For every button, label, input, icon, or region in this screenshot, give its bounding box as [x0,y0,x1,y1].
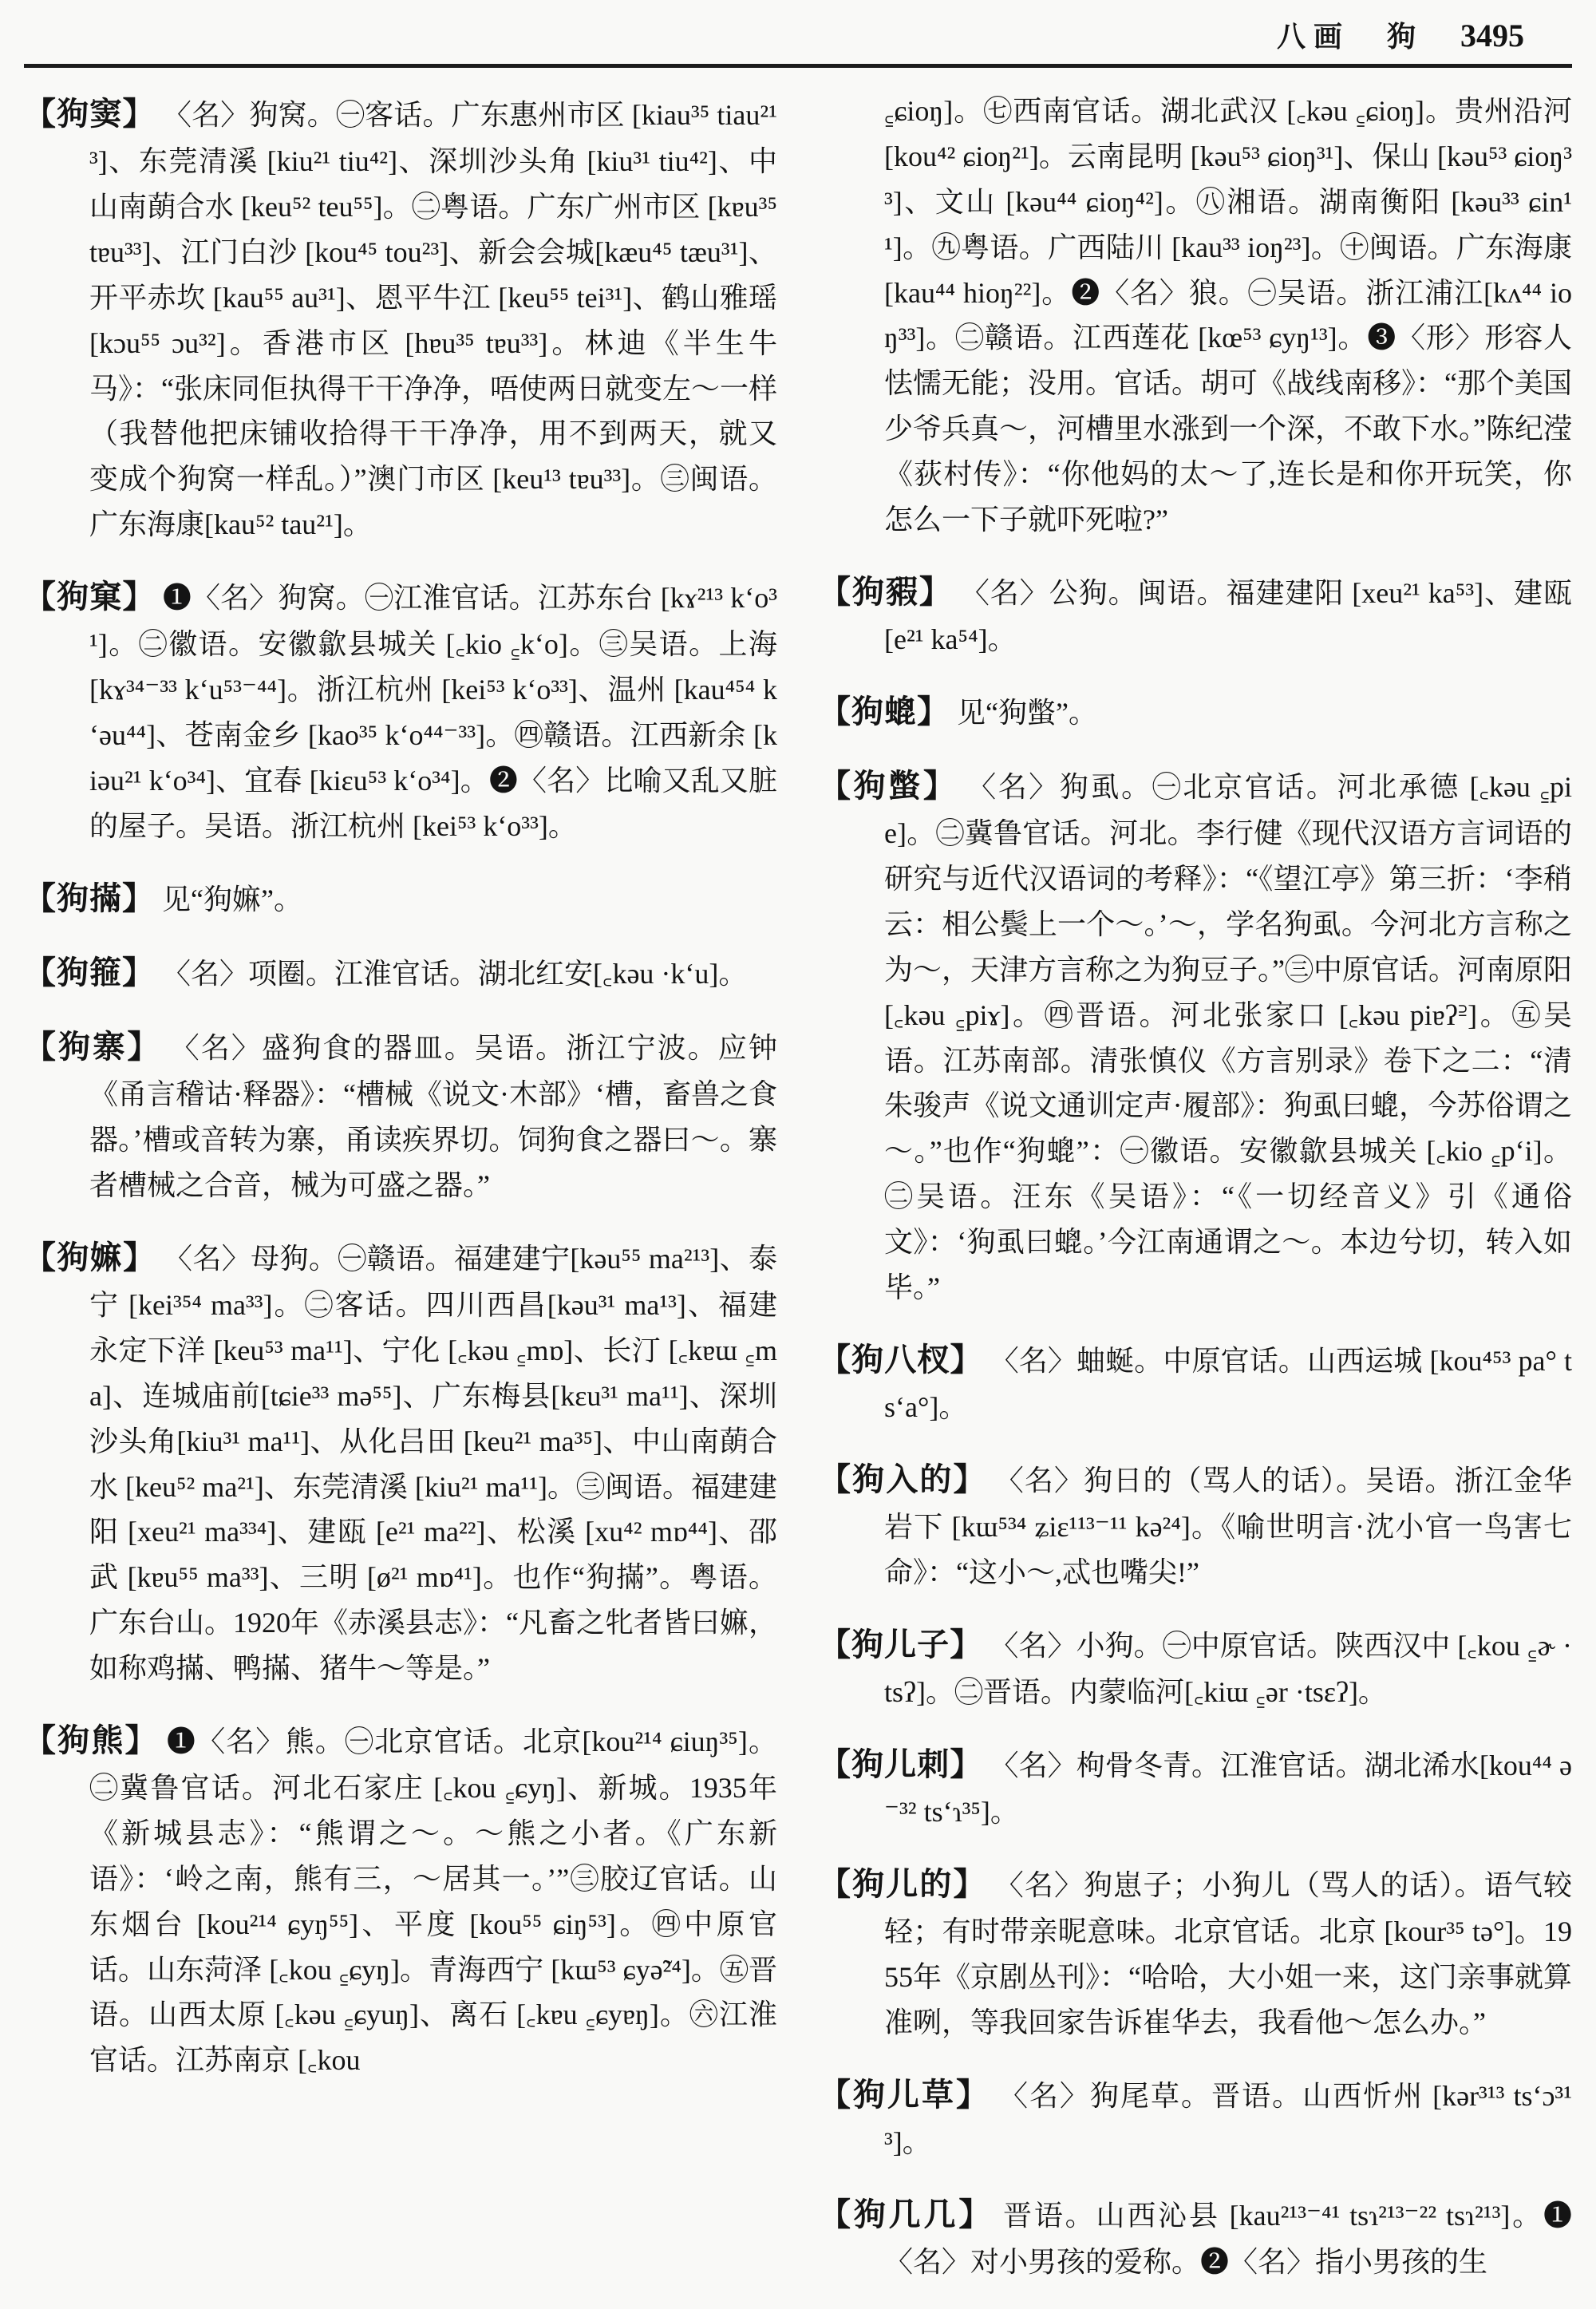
right-column [819,89,1572,2309]
entry-headword: 【狗熊】 [24,1722,159,1758]
section-label: 八画 [1276,21,1350,53]
entry-body: 见“狗嫲”。 [155,883,302,915]
dictionary-entry [819,1859,1572,2046]
dictionary-entry [819,1739,1572,1835]
entry-body: 〈名〉项圈。江淮官话。湖北红安[꜀kəu ·kʻu]。 [155,957,748,990]
section-character: 狗 [1386,21,1424,53]
entry-headword: 【狗八杈】 [819,1341,983,1378]
entry-body: 〈名〉盛狗食的器皿。吴语。浙江宁波。应钟《甬言稽诂·释器》：“槽械《说文·木部》‘槽，畜兽之食器。’槽或音转为寨，甬读疾界切。饲狗食之器曰～。寨者槽械之合音，械为可盛之器。” [89,1032,777,1201]
entry-headword: 【狗窠】 [24,579,156,615]
entry-headword: 【狗寨】 [24,1029,162,1065]
dictionary-entry [819,1334,1572,1430]
entry-headword: 【狗儿草】 [819,2076,991,2113]
dictionary-entry [819,2070,1572,2165]
dictionary-entry [24,1232,777,1691]
dictionary-entry [819,89,1572,543]
two-column-body [24,89,1572,2309]
entry-body: ❶〈名〉熊。㊀北京官话。北京[kou²¹⁴ ɕiuŋ³⁵]。㊁冀鲁官话。河北石家庄 [꜀kou ꜁ɕyŋ]、新城。1935年《新城县志》：“熊谓之～。～熊之小者。《广东新语》：‘岭之南，熊有三，～居其一。’”㊂胶辽官话。山东烟台 [kou²¹⁴ ɕyŋ⁵⁵]、平度 [kou⁵⁵ ɕiŋ⁵³]。㊃中原官话。山东菏泽 [꜀kou ꜁ɕyŋ]。青海西宁 [kɯ⁵³ ɕyə̃²⁴]。㊄晋语。山西太原 [꜀kəu ꜁ɕyuŋ]、离石 [꜀kɐu ꜁ɕyɐŋ]。㊅江淮官话。江苏南京 [꜀kou [89,1725,777,2077]
header-divider-rule [24,64,1572,68]
entry-headword: 【狗窦】 [24,96,156,132]
entry-body: ❶〈名〉狗窝。㊀江淮官话。江苏东台 [kɤ²¹³ kʻo³¹]。㊁徽语。安徽歙县城关 [꜀kio ꜁kʻo]。㊂吴语。上海 [kɤ³⁴⁻³³ kʻu⁵³⁻⁴⁴]。浙江杭州 [kei⁵³ kʻo³³]、温州 [kau⁴⁵⁴ kʻəu⁴⁴]、苍南金乡 [kao³⁵ kʻo⁴⁴⁻³³]。㊃赣语。江西新余 [kiəu²¹ kʻo³⁴]、宜春 [kiɛu⁵³ kʻo³⁴]。❷〈名〉比喻又乱又脏的屋子。吴语。浙江杭州 [kei⁵³ kʻo³³]。 [89,582,777,842]
running-head [24,14,1572,59]
entry-headword: 【狗㨺】 [24,880,155,916]
dictionary-entry [819,761,1572,1311]
entry-body: 晋语。山西沁县 [kau²¹³⁻⁴¹ tsɿ²¹³⁻²² tsɿ²¹³]。❶〈名〉对小男孩的爱称。❷〈名〉指小男孩的生 [884,2199,1573,2278]
page-number: 3495 [1460,18,1524,53]
entry-body: 见“狗蟞”。 [950,696,1097,729]
entry-body: 〈名〉狗尾草。晋语。山西忻州 [kər³¹³ tsʻɔ³¹³]。 [884,2079,1573,2158]
entry-body: ꜁ɕioŋ]。㊆西南官话。湖北武汉 [꜀kəu ꜁ɕioŋ]。贵州沿河 [kou⁴² ɕioŋ²¹]。云南昆明 [kəu⁵³ ɕioŋ³¹]、保山 [kəu⁵³ ɕioŋ³³]、文山 [kəu⁴⁴ ɕioŋ⁴²]。㊇湘语。湖南衡阳 [kəu³³ ɕin¹¹]。㊈粤语。广西陆川 [kau³³ ioŋ²³]。㊉闽语。广东海康 [kau⁴⁴ hioŋ²²]。❷〈名〉狼。㊀吴语。浙江浦江[kʌ⁴⁴ ioŋ³³]。㊁赣语。江西莲花 [kœ⁵³ ɕyŋ¹³]。❸〈形〉形容人怯懦无能；没用。官话。胡可《战线南移》：“那个美国少爷兵真～，河槽里水涨到一个深，不敢下水。”陈纪滢《荻村传》：“你他妈的太～了,连长是和你开玩笑，你怎么一下子就吓死啦?” [884,95,1572,536]
entry-headword: 【狗几几】 [819,2196,994,2232]
entry-headword: 【狗豭】 [819,573,953,610]
entry-headword: 【狗箍】 [24,954,155,990]
dictionary-entry [24,571,777,849]
entry-body: 〈名〉狗日的（骂人的话）。吴语。浙江金华岩下 [kɯ⁵³⁴ ʑiɛ¹¹³⁻¹¹ kə²⁴]。《喻世明言·沈小官一鸟害七命》：“这小～,忒也嘴尖!” [884,1464,1572,1588]
dictionary-entry [24,873,777,923]
entry-headword: 【狗嫲】 [24,1239,156,1275]
dictionary-entry [24,1022,777,1208]
entry-body: 〈名〉狗窝。㊀客话。广东惠州市区 [kiau³⁵ tiau²¹³]、东莞清溪 [kiu²¹ tiu⁴²]、深圳沙头角 [kiu³¹ tiu⁴²]、中山南蓢合水 [keu⁵² teu⁵⁵]。㊁粤语。广东广州市区 [kɐu³⁵ tɐu³³]、江门白沙 [kou⁴⁵ tou²³]、新会会城[kæu⁴⁵ tæu³¹]、开平赤坎 [kau⁵⁵ au³¹]、恩平牛江 [keu⁵⁵ tei³¹]、鹤山雅瑶 [kɔu⁵⁵ ɔu³²]。香港市区 [hɐu³⁵ tɐu³³]。林迪《半生牛马》：“张床同佢执得干干净净，唔使两日就变左～一样（我替他把床铺收拾得干干净净，用不到两天，就又变成个狗窝一样乱。）”澳门市区 [keu¹³ tɐu³³]。㊂闽语。广东海康[kau⁵² tau²¹]。 [89,99,777,541]
entry-body: 〈名〉公狗。闽语。福建建阳 [xeu²¹ ka⁵³]、建瓯 [e²¹ ka⁵⁴]。 [884,576,1573,655]
entry-headword: 【狗儿刺】 [819,1746,983,1782]
entry-body: 〈名〉小狗。㊀中原官话。陕西汉中 [꜀kou ꜁ɚ ·tsʔ]。㊁晋语。内蒙临河[꜀kiɯ ꜁ər ·tsɛʔ]。 [884,1629,1572,1708]
dictionary-entry [819,686,1572,737]
left-column [24,89,777,2309]
dictionary-entry [819,1454,1572,1595]
entry-headword: 【狗儿的】 [819,1865,987,1902]
entry-body: 〈名〉母狗。㊀赣语。福建建宁[kəu⁵⁵ ma²¹³]、泰宁 [kei³⁵⁴ ma³³]。㊁客话。四川西昌[kəu³¹ ma¹³]、福建永定下洋 [keu⁵³ ma¹¹]、宁化 [꜀kəu ꜁mɒ]、长汀 [꜀kɐɯ ꜁ma]、连城庙前[tɕie³³ mə⁵⁵]、广东梅县[kɛu³¹ ma¹¹]、深圳沙头角[kiu³¹ ma¹¹]、从化吕田 [keu²¹ ma³⁵]、中山南蓢合水 [keu⁵² ma²¹]、东莞清溪 [kiu²¹ ma¹¹]。㊂闽语。福建建阳 [xeu²¹ ma³³⁴]、建瓯 [e²¹ ma²²]、松溪 [xu⁴² mɒ⁴⁴]、邵武 [kɐu⁵⁵ ma³³]、三明 [ø²¹ mɒ⁴¹]。也作“狗㨺”。粤语。广东台山。1920年《赤溪县志》：“凡畜之牝者皆曰嫲，如称鸡㨺、鸭㨺、猪牛～等是。” [89,1242,777,1684]
dictionary-entry [819,2189,1572,2285]
dictionary-entry [24,1715,777,2083]
entry-headword: 【狗儿子】 [819,1626,983,1663]
entry-body: 〈名〉狗崽子；小狗儿（骂人的话）。语气较轻；有时带亲昵意味。北京官话。北京 [kour³⁵ tə°]。1955年《京剧丛刊》：“哈哈，大小姐一来，这门亲事就算准咧，等我回家告诉崔华去，我看他～怎么办。” [884,1868,1572,2038]
entry-headword: 【狗螕】 [819,693,950,729]
dictionary-entry [24,89,777,548]
entry-body: 〈名〉枸骨冬青。江淮官话。湖北浠水[kou⁴⁴ ə⁻³² tsʻɿ³⁵]。 [884,1749,1572,1829]
entry-headword: 【狗入的】 [819,1461,987,1497]
entry-body: 〈名〉狗虱。㊀北京官话。河北承德 [꜀kəu ꜁pie]。㊁冀鲁官话。河北。李行健《现代汉语方言词语的研究与近代汉语词的考释》：“《望江亭》第三折：‘李稍云：相公鬓上一个～。’～，学名狗虱。今河北方言称之为～，天津方言称之为狗豆子。”㊂中原官话。河南原阳 [꜀kəu ꜁piɤ]。㊃晋语。河北张家口 [꜀kəu piɐʔ꜅]。㊄吴语。江苏南部。清张慎仪《方言别录》卷下之二：“清朱骏声《说文通训定声·履部》：狗虱曰螕，今苏俗谓之～。”也作“狗螕”：㊀徽语。安徽歙县城关 [꜀kio ꜁pʻi]。㊁吴语。汪东《吴语》：“《一切经音义》引《通俗文》：‘狗虱曰螕。’今江南通谓之～。本边兮切，转入如毕。” [884,771,1573,1303]
dictionary-entry [819,1619,1572,1715]
entry-body: 〈名〉蚰蜒。中原官话。山西运城 [kou⁴⁵³ pa° tsʻa°]。 [884,1344,1573,1423]
entry-headword: 【狗蟞】 [819,768,958,804]
dictionary-entry [24,947,777,998]
dictionary-entry [819,567,1572,662]
